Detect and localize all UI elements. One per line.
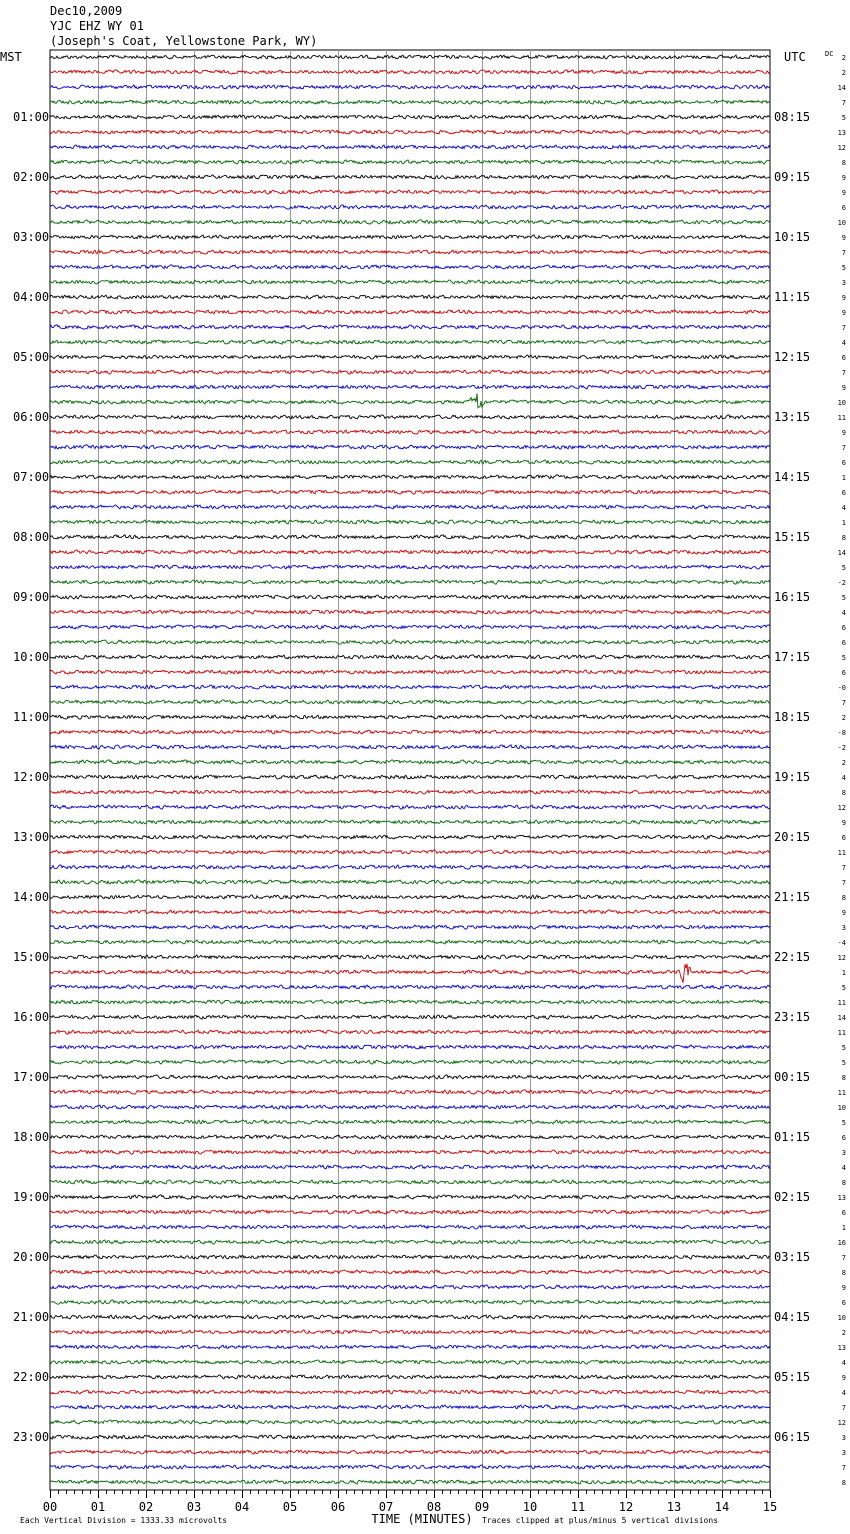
seismic-trace bbox=[50, 145, 770, 149]
dc-offset-value: 9 bbox=[841, 174, 846, 182]
dc-offset-value: 5 bbox=[841, 594, 846, 602]
left-hour-label: 12:00 bbox=[13, 770, 50, 784]
dc-offset-value: 9 bbox=[841, 909, 846, 917]
dc-offset-value: 16 bbox=[837, 1239, 846, 1247]
dc-offset-value: 8 bbox=[841, 534, 846, 542]
right-hour-label: 19:15 bbox=[774, 770, 811, 784]
left-axis-label: MST bbox=[0, 50, 22, 64]
seismic-trace bbox=[50, 100, 770, 104]
left-hour-label: 03:00 bbox=[13, 230, 50, 244]
left-hour-label: 20:00 bbox=[13, 1250, 50, 1264]
seismic-trace bbox=[50, 55, 770, 59]
seismic-trace bbox=[50, 640, 770, 644]
seismic-trace bbox=[50, 565, 770, 569]
header-station: YJC EHZ WY 01 bbox=[50, 19, 144, 33]
dc-offset-value: 6 bbox=[841, 354, 846, 362]
seismic-trace bbox=[50, 1180, 770, 1184]
x-tick-label: 14 bbox=[714, 1500, 730, 1514]
dc-offset-value: 5 bbox=[841, 264, 846, 272]
right-hour-label: 15:15 bbox=[774, 530, 811, 544]
footer-clip-note: Traces clipped at plus/minus 5 vertical divisions bbox=[482, 1516, 719, 1525]
dc-offset-value: 14 bbox=[837, 84, 846, 92]
dc-offset-value: 11 bbox=[837, 414, 846, 422]
seismic-trace bbox=[50, 685, 770, 689]
right-hour-label: 01:15 bbox=[774, 1130, 811, 1144]
x-tick-label: 07 bbox=[378, 1500, 394, 1514]
seismic-trace bbox=[50, 394, 770, 408]
x-tick-label: 01 bbox=[90, 1500, 106, 1514]
dc-offset-value: 1 bbox=[841, 519, 846, 527]
x-tick-label: 05 bbox=[282, 1500, 298, 1514]
dc-offset-value: 5 bbox=[841, 654, 846, 662]
dc-offset-value: 13 bbox=[837, 1194, 846, 1202]
dc-offset-value: 7 bbox=[841, 444, 846, 452]
seismic-trace bbox=[50, 670, 770, 674]
x-tick-label: 12 bbox=[618, 1500, 634, 1514]
dc-offset-value: 5 bbox=[841, 1119, 846, 1127]
dc-offset-value: 10 bbox=[837, 399, 846, 407]
dc-offset-value: 8 bbox=[841, 1074, 846, 1082]
seismic-trace bbox=[50, 280, 770, 284]
seismic-trace bbox=[50, 1165, 770, 1169]
left-hour-label: 07:00 bbox=[13, 470, 50, 484]
seismic-trace bbox=[50, 1360, 770, 1364]
dc-offset-value: 9 bbox=[841, 189, 846, 197]
left-hour-label: 02:00 bbox=[13, 170, 50, 184]
header-date: Dec10,2009 bbox=[50, 4, 123, 18]
right-hour-label: 20:15 bbox=[774, 830, 811, 844]
right-hour-label: 03:15 bbox=[774, 1250, 811, 1264]
right-hour-label: 16:15 bbox=[774, 590, 811, 604]
dc-offset-value: 11 bbox=[837, 849, 846, 857]
dc-offset-value: 6 bbox=[841, 639, 846, 647]
seismic-trace bbox=[50, 130, 770, 134]
seismic-trace bbox=[50, 445, 770, 449]
x-tick-label: 13 bbox=[666, 1500, 682, 1514]
right-hour-label: 14:15 bbox=[774, 470, 811, 484]
seismic-trace bbox=[50, 325, 770, 329]
right-hour-label: 10:15 bbox=[774, 230, 811, 244]
seismic-trace bbox=[50, 985, 770, 989]
right-hour-label: 17:15 bbox=[774, 650, 811, 664]
dc-offset-value: 8 bbox=[841, 894, 846, 902]
seismic-trace bbox=[50, 220, 770, 224]
dc-offset-value: 9 bbox=[841, 234, 846, 242]
dc-offset-value: 5 bbox=[841, 1059, 846, 1067]
dc-offset-value: 5 bbox=[841, 564, 846, 572]
right-hour-label: 21:15 bbox=[774, 890, 811, 904]
dc-offset-value: 2 bbox=[841, 1329, 846, 1337]
seismic-trace bbox=[50, 1015, 770, 1019]
right-hour-label: 09:15 bbox=[774, 170, 811, 184]
dc-offset-value: 6 bbox=[841, 1209, 846, 1217]
left-hour-label: 05:00 bbox=[13, 350, 50, 364]
seismic-trace bbox=[50, 1300, 770, 1304]
x-tick-label: 11 bbox=[570, 1500, 586, 1514]
seismic-trace bbox=[50, 1240, 770, 1244]
seismic-trace bbox=[50, 595, 770, 599]
header-location: (Joseph's Coat, Yellowstone Park, WY) bbox=[50, 34, 318, 48]
dc-offset-value: 7 bbox=[841, 1404, 846, 1412]
dc-offset-value: 2 bbox=[841, 759, 846, 767]
right-hour-label: 11:15 bbox=[774, 290, 811, 304]
x-tick-label: 04 bbox=[234, 1500, 250, 1514]
seismic-trace bbox=[50, 205, 770, 209]
dc-offset-value: 5 bbox=[841, 1044, 846, 1052]
left-hour-label: 17:00 bbox=[13, 1070, 50, 1084]
dc-offset-value: 7 bbox=[841, 864, 846, 872]
seismic-trace bbox=[50, 1480, 770, 1484]
dc-offset-value: 4 bbox=[841, 1359, 846, 1367]
seismic-trace bbox=[50, 505, 770, 509]
left-hour-label: 09:00 bbox=[13, 590, 50, 604]
seismic-trace bbox=[50, 745, 770, 749]
seismic-trace bbox=[50, 730, 770, 734]
dc-offset-value: 5 bbox=[841, 984, 846, 992]
dc-offset-value: 4 bbox=[841, 504, 846, 512]
left-hour-label: 04:00 bbox=[13, 290, 50, 304]
dc-offset-value: 7 bbox=[841, 699, 846, 707]
seismic-trace bbox=[50, 1345, 770, 1349]
seismic-trace bbox=[50, 460, 770, 464]
dc-offset-value: 2 bbox=[841, 69, 846, 77]
left-hour-label: 18:00 bbox=[13, 1130, 50, 1144]
seismic-trace bbox=[50, 1390, 770, 1394]
seismic-trace bbox=[50, 1195, 770, 1199]
dc-offset-value: 5 bbox=[841, 114, 846, 122]
seismic-trace bbox=[50, 385, 770, 389]
seismic-trace bbox=[50, 1435, 770, 1439]
seismic-trace bbox=[50, 1375, 770, 1379]
dc-offset-value: 6 bbox=[841, 1134, 846, 1142]
seismic-trace bbox=[50, 850, 770, 854]
seismic-trace bbox=[50, 250, 770, 254]
dc-offset-value: 12 bbox=[837, 1419, 846, 1427]
dc-offset-value: 12 bbox=[837, 144, 846, 152]
dc-offset-value: 8 bbox=[841, 789, 846, 797]
dc-offset-value: 7 bbox=[841, 369, 846, 377]
x-tick-label: 06 bbox=[330, 1500, 346, 1514]
dc-offset-value: 6 bbox=[841, 669, 846, 677]
seismic-trace bbox=[50, 1210, 770, 1214]
seismic-trace bbox=[50, 655, 770, 659]
seismic-trace bbox=[50, 925, 770, 929]
right-hour-label: 12:15 bbox=[774, 350, 811, 364]
dc-offset-value: 13 bbox=[837, 1344, 846, 1352]
dc-offset-value: 9 bbox=[841, 1374, 846, 1382]
dc-offset-value: 3 bbox=[841, 1449, 846, 1457]
seismic-trace bbox=[50, 835, 770, 839]
dc-offset-value: 12 bbox=[837, 954, 846, 962]
seismic-trace bbox=[50, 190, 770, 194]
right-hour-label: 22:15 bbox=[774, 950, 811, 964]
x-tick-label: 15 bbox=[762, 1500, 778, 1514]
seismic-trace bbox=[50, 1075, 770, 1079]
seismic-trace bbox=[50, 340, 770, 344]
dc-offset-value: 3 bbox=[841, 924, 846, 932]
x-tick-label: 00 bbox=[42, 1500, 58, 1514]
dc-offset-value: 1 bbox=[841, 474, 846, 482]
x-tick-label: 03 bbox=[186, 1500, 202, 1514]
dc-offset-value: 6 bbox=[841, 624, 846, 632]
seismic-trace bbox=[50, 910, 770, 914]
seismic-trace bbox=[50, 1030, 770, 1034]
dc-offset-value: 4 bbox=[841, 1164, 846, 1172]
seismic-trace bbox=[50, 820, 770, 824]
dc-offset-value: 3 bbox=[841, 1434, 846, 1442]
seismic-trace bbox=[50, 1450, 770, 1454]
x-tick-label: 10 bbox=[522, 1500, 538, 1514]
seismic-trace bbox=[50, 1270, 770, 1274]
left-hour-label: 10:00 bbox=[13, 650, 50, 664]
right-hour-label: 00:15 bbox=[774, 1070, 811, 1084]
footer-vertical-division: Each Vertical Division = 1333.33 microvolts bbox=[20, 1516, 228, 1525]
dc-offset-value: 7 bbox=[841, 879, 846, 887]
dc-offset-value: 9 bbox=[841, 384, 846, 392]
seismic-trace bbox=[50, 1135, 770, 1139]
right-axis-label: UTC bbox=[784, 50, 806, 64]
left-hour-label: 08:00 bbox=[13, 530, 50, 544]
left-hour-label: 11:00 bbox=[13, 710, 50, 724]
x-tick-label: 08 bbox=[426, 1500, 442, 1514]
seismic-trace bbox=[50, 295, 770, 299]
seismic-trace bbox=[50, 430, 770, 434]
seismic-trace bbox=[50, 865, 770, 869]
seismic-trace bbox=[50, 1420, 770, 1424]
dc-offset-value: 9 bbox=[841, 429, 846, 437]
dc-offset-value: 11 bbox=[837, 1089, 846, 1097]
dc-offset-value: 11 bbox=[837, 1029, 846, 1037]
dc-offset-value: 7 bbox=[841, 1464, 846, 1472]
seismic-trace bbox=[50, 1330, 770, 1334]
dc-offset-value: 4 bbox=[841, 774, 846, 782]
dc-offset-value: 3 bbox=[841, 279, 846, 287]
seismic-trace bbox=[50, 85, 770, 89]
seismic-trace bbox=[50, 535, 770, 539]
seismic-trace bbox=[50, 1225, 770, 1229]
dc-offset-value: 8 bbox=[841, 1179, 846, 1187]
dc-offset-value: -8 bbox=[837, 729, 846, 737]
dc-offset-value: -2 bbox=[837, 744, 846, 752]
seismic-trace bbox=[50, 475, 770, 479]
dc-offset-value: 6 bbox=[841, 204, 846, 212]
dc-offset-value: 4 bbox=[841, 339, 846, 347]
seismic-trace bbox=[50, 175, 770, 179]
dc-offset-value: -2 bbox=[837, 579, 846, 587]
left-hour-label: 16:00 bbox=[13, 1010, 50, 1024]
seismic-trace bbox=[50, 355, 770, 359]
seismic-trace bbox=[50, 700, 770, 704]
seismic-trace bbox=[50, 235, 770, 239]
dc-offset-value: 10 bbox=[837, 1104, 846, 1112]
dc-offset-value: 8 bbox=[841, 1269, 846, 1277]
right-hour-label: 04:15 bbox=[774, 1310, 811, 1324]
dc-offset-value: 9 bbox=[841, 1284, 846, 1292]
seismic-trace bbox=[50, 775, 770, 779]
dc-offset-value: 1 bbox=[841, 969, 846, 977]
seismic-trace bbox=[50, 310, 770, 314]
x-tick-label: 09 bbox=[474, 1500, 490, 1514]
seismic-trace bbox=[50, 760, 770, 764]
seismic-trace bbox=[50, 805, 770, 809]
left-hour-label: 06:00 bbox=[13, 410, 50, 424]
dc-offset-value: -4 bbox=[837, 939, 846, 947]
left-hour-label: 01:00 bbox=[13, 110, 50, 124]
right-hour-label: 13:15 bbox=[774, 410, 811, 424]
dc-offset-value: 10 bbox=[837, 1314, 846, 1322]
seismic-trace bbox=[50, 955, 770, 959]
seismic-trace bbox=[50, 715, 770, 719]
seismic-trace bbox=[50, 880, 770, 884]
dc-offset-value: 11 bbox=[837, 999, 846, 1007]
dc-offset-value: 10 bbox=[837, 219, 846, 227]
seismic-trace bbox=[50, 1465, 770, 1469]
dc-offset-value: 13 bbox=[837, 129, 846, 137]
dc-offset-value: -0 bbox=[837, 684, 846, 692]
seismic-trace bbox=[50, 625, 770, 629]
dc-offset-value: 7 bbox=[841, 99, 846, 107]
seismic-trace bbox=[50, 1285, 770, 1289]
axis-labels bbox=[0, 50, 846, 1526]
dc-offset-value: 14 bbox=[837, 549, 846, 557]
dc-offset-value: 6 bbox=[841, 489, 846, 497]
dc-offset-value: 4 bbox=[841, 609, 846, 617]
dc-offset-value: 3 bbox=[841, 1149, 846, 1157]
dc-offset-value: 7 bbox=[841, 1254, 846, 1262]
seismic-trace bbox=[50, 550, 770, 554]
seismic-trace bbox=[50, 1315, 770, 1319]
seismic-trace bbox=[50, 1405, 770, 1409]
left-hour-label: 21:00 bbox=[13, 1310, 50, 1324]
seismic-trace bbox=[50, 1060, 770, 1064]
right-hour-label: 02:15 bbox=[774, 1190, 811, 1204]
seismic-trace bbox=[50, 1255, 770, 1259]
dc-label: DC bbox=[825, 50, 834, 58]
seismic-trace bbox=[50, 1105, 770, 1109]
dc-offset-value: 14 bbox=[837, 1014, 846, 1022]
dc-offset-value: 2 bbox=[841, 54, 846, 62]
left-hour-label: 13:00 bbox=[13, 830, 50, 844]
x-tick-label: 02 bbox=[138, 1500, 154, 1514]
dc-offset-value: 7 bbox=[841, 249, 846, 257]
seismic-trace bbox=[50, 1000, 770, 1004]
right-hour-label: 05:15 bbox=[774, 1370, 811, 1384]
seismic-trace bbox=[50, 70, 770, 74]
right-hour-label: 23:15 bbox=[774, 1010, 811, 1024]
left-hour-label: 22:00 bbox=[13, 1370, 50, 1384]
seismic-trace bbox=[50, 115, 770, 119]
dc-offset-value: 1 bbox=[841, 1224, 846, 1232]
seismic-trace bbox=[50, 520, 770, 524]
dc-offset-value: 6 bbox=[841, 459, 846, 467]
seismic-trace bbox=[50, 1120, 770, 1124]
left-hour-label: 23:00 bbox=[13, 1430, 50, 1444]
seismic-trace bbox=[50, 1090, 770, 1094]
left-hour-label: 15:00 bbox=[13, 950, 50, 964]
left-hour-label: 14:00 bbox=[13, 890, 50, 904]
seismic-trace bbox=[50, 160, 770, 164]
dc-offset-value: 6 bbox=[841, 1299, 846, 1307]
seismic-trace bbox=[50, 370, 770, 374]
right-hour-label: 18:15 bbox=[774, 710, 811, 724]
seismic-trace bbox=[50, 1045, 770, 1049]
dc-offset-value: 7 bbox=[841, 324, 846, 332]
seismic-trace bbox=[50, 964, 770, 983]
dc-offset-value: 9 bbox=[841, 309, 846, 317]
dc-offset-value: 9 bbox=[841, 294, 846, 302]
seismic-traces bbox=[50, 55, 770, 1484]
dc-offset-value: 6 bbox=[841, 834, 846, 842]
x-axis-label: TIME (MINUTES) bbox=[371, 1512, 473, 1526]
right-hour-label: 08:15 bbox=[774, 110, 811, 124]
dc-offset-value: 4 bbox=[841, 1389, 846, 1397]
seismic-trace bbox=[50, 1150, 770, 1154]
seismic-trace bbox=[50, 790, 770, 794]
dc-offset-value: 8 bbox=[841, 1479, 846, 1487]
seismic-trace bbox=[50, 415, 770, 419]
right-hour-label: 06:15 bbox=[774, 1430, 811, 1444]
dc-offset-value: 12 bbox=[837, 804, 846, 812]
seismic-trace bbox=[50, 490, 770, 494]
dc-offset-value: 9 bbox=[841, 819, 846, 827]
seismic-trace bbox=[50, 610, 770, 614]
dc-offset-value: 8 bbox=[841, 159, 846, 167]
seismic-trace bbox=[50, 940, 770, 944]
dc-offset-value: 2 bbox=[841, 714, 846, 722]
left-hour-label: 19:00 bbox=[13, 1190, 50, 1204]
seismic-trace bbox=[50, 265, 770, 269]
seismic-trace bbox=[50, 895, 770, 899]
seismic-trace bbox=[50, 580, 770, 584]
